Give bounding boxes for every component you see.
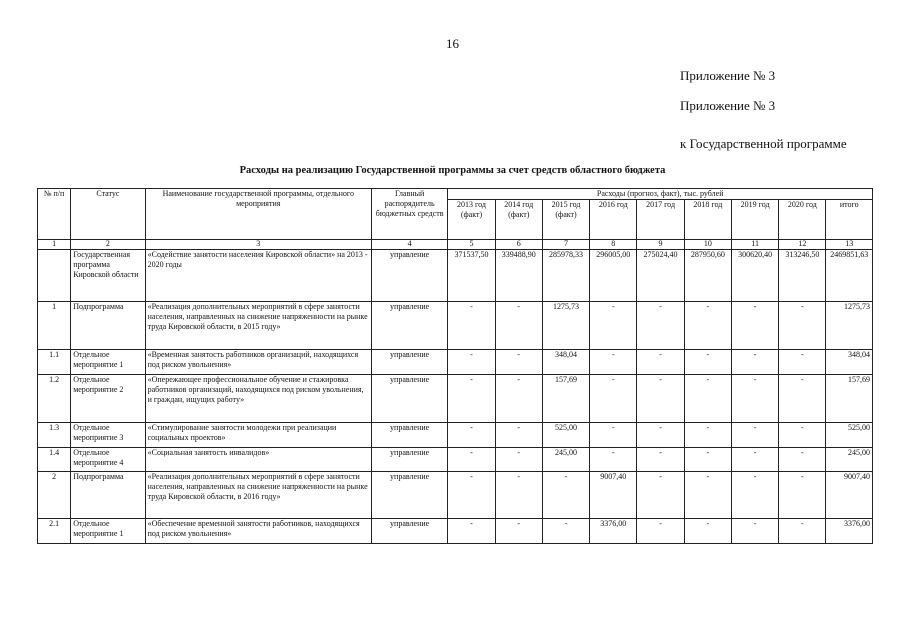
page-number: 16 (446, 36, 459, 51)
expenses-table (37, 188, 873, 544)
row-value: - (448, 302, 495, 350)
row-value: 525,00 (542, 423, 589, 448)
row-value: 9007,40 (590, 472, 637, 519)
row-value: - (495, 375, 542, 423)
row-value: - (590, 375, 637, 423)
row-value: - (779, 472, 826, 519)
row-value: - (731, 519, 778, 544)
table-row (38, 350, 873, 375)
row-name: «Реализация дополнительных мероприятий в сфере занятости населения, направленных на снижение напряженности на рынке труда Кировской области, в 2016 году» (145, 472, 371, 519)
row-value: - (637, 302, 684, 350)
row-value: - (495, 350, 542, 375)
row-status: Отдельное мероприятие 1 (71, 350, 145, 375)
row-value: - (731, 423, 778, 448)
column-number: 6 (495, 240, 542, 250)
row-value: - (779, 350, 826, 375)
row-value: 3376,00 (590, 519, 637, 544)
row-num: 1.4 (38, 448, 71, 472)
row-value: - (495, 448, 542, 472)
row-value: - (590, 423, 637, 448)
row-num: 1.3 (38, 423, 71, 448)
header-year: 2020 год (779, 200, 826, 240)
row-manager: управление (371, 519, 447, 544)
table-row (38, 519, 873, 544)
row-value: - (495, 472, 542, 519)
row-value: - (731, 448, 778, 472)
row-status: Отдельное мероприятие 1 (71, 519, 145, 544)
row-value: - (684, 302, 731, 350)
row-total: 3376,00 (826, 519, 873, 544)
row-manager: управление (371, 350, 447, 375)
row-value: - (779, 302, 826, 350)
row-status: Подпрограмма (71, 472, 145, 519)
header-status: Статус (71, 189, 145, 240)
row-value: 300620,40 (731, 250, 778, 302)
row-total: 157,69 (826, 375, 873, 423)
row-value: - (684, 423, 731, 448)
row-value: - (637, 472, 684, 519)
column-number: 4 (371, 240, 447, 250)
row-value: - (448, 448, 495, 472)
row-value: - (495, 302, 542, 350)
column-number: 12 (779, 240, 826, 250)
row-value: - (542, 519, 589, 544)
table-row (38, 423, 873, 448)
row-total: 245,00 (826, 448, 873, 472)
row-value: - (684, 375, 731, 423)
row-name: «Обеспечение временной занятости работников, находящихся под риском увольнения» (145, 519, 371, 544)
row-num: 2 (38, 472, 71, 519)
row-value: - (590, 302, 637, 350)
row-value: 371537,50 (448, 250, 495, 302)
header-manager: Главный распорядитель бюджетных средств (371, 189, 447, 240)
table-row (38, 375, 873, 423)
row-value: - (779, 448, 826, 472)
row-manager: управление (371, 448, 447, 472)
column-number: 5 (448, 240, 495, 250)
appendix-label: Приложение № 3 (680, 98, 776, 113)
row-num: 1.2 (38, 375, 71, 423)
header-num: № п/п (38, 189, 71, 240)
row-value: - (495, 519, 542, 544)
row-value: - (590, 350, 637, 375)
row-total: 2469851,63 (826, 250, 873, 302)
row-value: - (637, 375, 684, 423)
header-expenses-group: Расходы (прогноз, факт), тыс. рублей (448, 189, 873, 200)
row-value: 339488,90 (495, 250, 542, 302)
header-year: 2013 год (факт) (448, 200, 495, 240)
row-value: 296005,00 (590, 250, 637, 302)
column-number: 7 (542, 240, 589, 250)
row-manager: управление (371, 472, 447, 519)
table-row (38, 448, 873, 472)
table-row (38, 302, 873, 350)
column-number: 1 (38, 240, 71, 250)
header-name: Наименование государственной программы, отдельного мероприятия (145, 189, 371, 240)
appendix-label: Приложение № 3 (680, 68, 776, 83)
row-value: - (542, 472, 589, 519)
row-value: - (684, 472, 731, 519)
row-status: Отдельное мероприятие 3 (71, 423, 145, 448)
document-title: Расходы на реализацию Государственной программы за счет средств областного бюджета (239, 165, 666, 176)
row-status: Подпрограмма (71, 302, 145, 350)
row-name: «Временная занятость работников организаций, находящихся под риском увольнения» (145, 350, 371, 375)
row-value: - (448, 519, 495, 544)
row-value: - (731, 350, 778, 375)
row-value: - (637, 519, 684, 544)
row-value: - (448, 375, 495, 423)
row-total: 525,00 (826, 423, 873, 448)
column-number: 10 (684, 240, 731, 250)
row-value: - (684, 350, 731, 375)
header-year: 2018 год (684, 200, 731, 240)
header-year: 2016 год (590, 200, 637, 240)
column-number: 2 (71, 240, 145, 250)
row-value: - (448, 350, 495, 375)
header-total: итого (826, 200, 873, 240)
header-year: 2017 год (637, 200, 684, 240)
row-value: 275024,40 (637, 250, 684, 302)
row-value: - (448, 472, 495, 519)
row-value: - (637, 350, 684, 375)
row-name: «Опережающее профессиональное обучение и стажировка работников организаций, находящихся под риском увольнения, и граждан, ищущих работу» (145, 375, 371, 423)
row-value: - (684, 448, 731, 472)
row-value: - (637, 448, 684, 472)
column-number: 8 (590, 240, 637, 250)
row-num: 1 (38, 302, 71, 350)
row-num (38, 250, 71, 302)
row-value: - (779, 519, 826, 544)
row-manager: управление (371, 423, 447, 448)
row-value: 245,00 (542, 448, 589, 472)
row-total: 1275,73 (826, 302, 873, 350)
row-value: 157,69 (542, 375, 589, 423)
column-number: 13 (826, 240, 873, 250)
row-name: «Стимулирование занятости молодежи при реализации социальных проектов» (145, 423, 371, 448)
header-year: 2015 год (факт) (542, 200, 589, 240)
row-value: - (448, 423, 495, 448)
row-manager: управление (371, 250, 447, 302)
column-number: 9 (637, 240, 684, 250)
row-value: - (731, 375, 778, 423)
row-value: 1275,73 (542, 302, 589, 350)
row-manager: управление (371, 375, 447, 423)
appendix-program-label: к Государственной программе (680, 136, 847, 151)
row-value: - (731, 302, 778, 350)
row-value: - (779, 423, 826, 448)
row-value: - (731, 472, 778, 519)
row-value: 285978,33 (542, 250, 589, 302)
row-manager: управление (371, 302, 447, 350)
row-value: - (779, 375, 826, 423)
row-value: - (590, 448, 637, 472)
column-number: 11 (731, 240, 778, 250)
row-status: Государственная программа Кировской области (71, 250, 145, 302)
row-value: 348,04 (542, 350, 589, 375)
row-name: «Социальная занятость инвалидов» (145, 448, 371, 472)
table-row (38, 250, 873, 302)
row-value: - (637, 423, 684, 448)
table-row (38, 472, 873, 519)
column-number: 3 (145, 240, 371, 250)
row-value: 313246,50 (779, 250, 826, 302)
row-total: 348,04 (826, 350, 873, 375)
row-status: Отдельное мероприятие 4 (71, 448, 145, 472)
row-status: Отдельное мероприятие 2 (71, 375, 145, 423)
row-total: 9007,40 (826, 472, 873, 519)
header-year: 2014 год (факт) (495, 200, 542, 240)
row-name: «Содействие занятости населения Кировской области» на 2013 - 2020 годы (145, 250, 371, 302)
row-value: - (495, 423, 542, 448)
row-name: «Реализация дополнительных мероприятий в сфере занятости населения, направленных на снижение напряженности на рынке труда Кировской области, в 2015 году» (145, 302, 371, 350)
row-value: - (684, 519, 731, 544)
header-year: 2019 год (731, 200, 778, 240)
row-num: 2.1 (38, 519, 71, 544)
row-num: 1.1 (38, 350, 71, 375)
row-value: 287950,60 (684, 250, 731, 302)
